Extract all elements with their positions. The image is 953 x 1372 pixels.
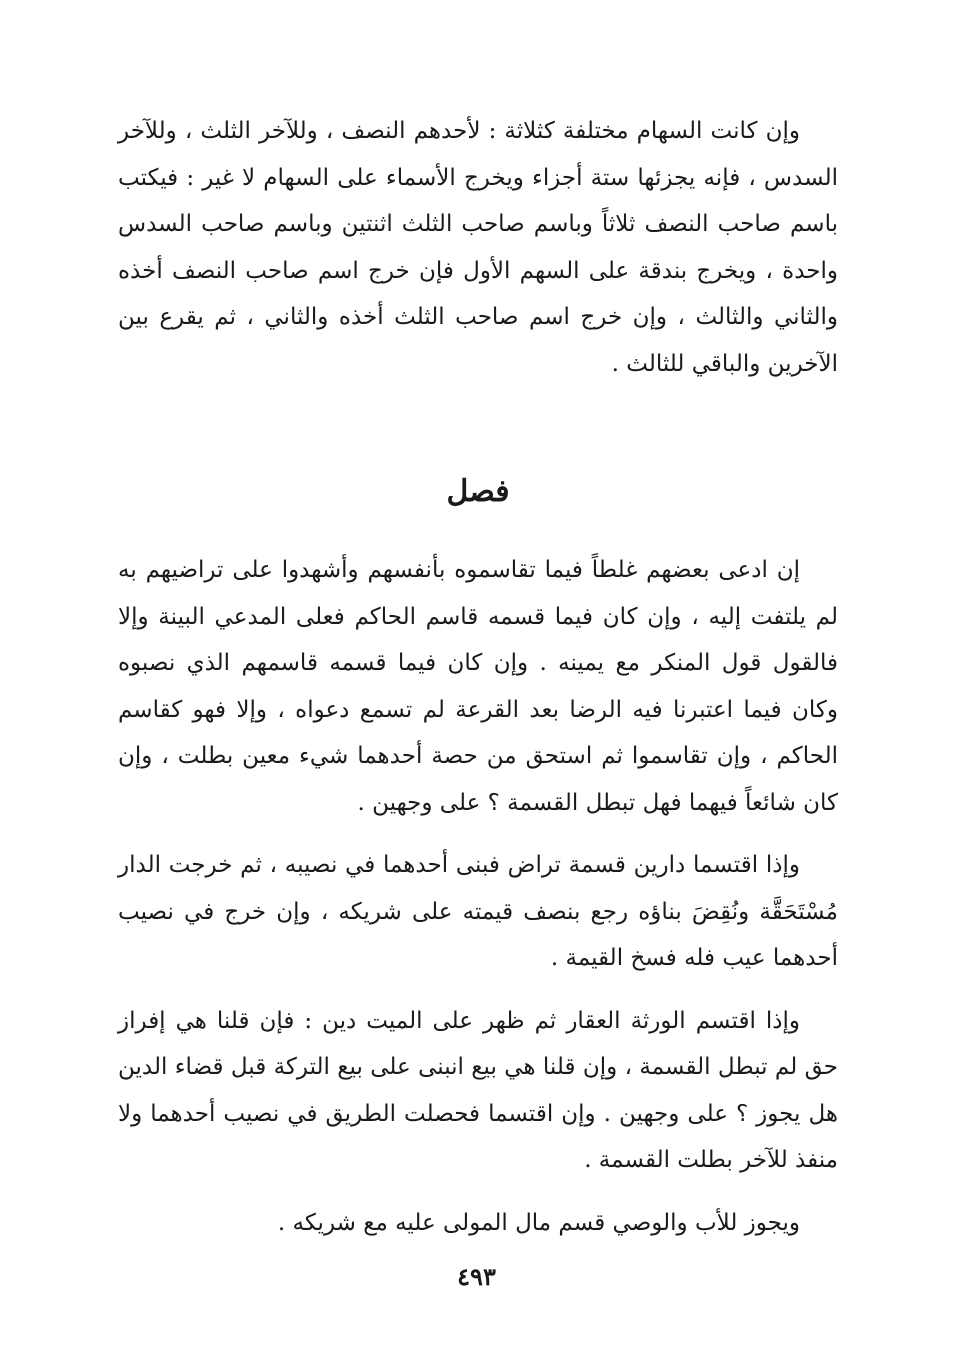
paragraph-heirs-debt: وإذا اقتسم الورثة العقار ثم ظهر على الميت دين : فإن قلنا هي إفراز حق لم تبطل القسمة ، وإن قلنا هي بيع انبنى على بيع التركة قبل قضاء الدين هل يجوز ؟ على وجهين . وإن اقتسما فحصلت الطريق في نصيب أحدهما ولا منفذ للآخر بطلت القسمة . xyxy=(118,1007,838,1173)
heading-container xyxy=(118,387,838,547)
paragraph-claim-error: إن ادعى بعضهم غلطاً فيما تقاسموه بأنفسهم وأشهدوا على تراضيهم به لم يلتفت إليه ، وإن كان فيما قسمه قاسم الحاكم فعلى المدعي البينة وإلا فالقول قول المنكر مع يمينه . وإن كان فيما قسمه قاسمهم الذي نصبوه وكان فيما اعتبرنا فيه الرضا بعد القرعة لم تسمع دعواه ، وإلا فهو كقاسم الحاكم ، وإن تقاسموا ثم استحق من حصة أحدهما شيء معين بطلت ، وإن كان شائعاً فيهما فهل تبطل القسمة ؟ على وجهين . xyxy=(118,557,838,816)
paragraph-guardian: ويجوز للأب والوصي قسم مال المولى عليه مع شريكه . xyxy=(277,1209,800,1236)
paragraph-shares: وإن كانت السهام مختلفة كثلاثة : لأحدهم النصف ، وللآخر الثلث ، وللآخر السدس ، فإنه يجزئها ستة أجزاء ويخرج الأسماء على السهام لا غير : فيكتب باسم صاحب النصف ثلاثاً وباسم صاحب الثلث اثنتين وباسم صاحب السدس واحدة ، ويخرج بندقة على السهم الأول فإن خرج اسم صاحب النصف أخذه والثاني والثالث ، وإن خرج اسم صاحب الثلث أخذه والثاني ، ثم يقرع بين الآخرين والباقي للثالث . xyxy=(118,118,838,377)
page-body xyxy=(118,108,838,1246)
paragraph-two-houses: وإذا اقتسما دارين قسمة تراض فبنى أحدهما في نصيبه ، ثم خرجت الدار مُسْتَحَقَّة ونُقِضَ بناؤه رجع بنصف قيمته على شريكه ، وإن خرج في نصيب أحدهما عيب فله فسخ القيمة . xyxy=(118,852,838,971)
paragraph-gap xyxy=(118,982,838,998)
paragraph-gap xyxy=(118,826,838,842)
page-number: ٤٩٣ xyxy=(457,1262,496,1291)
paragraph-gap xyxy=(118,1184,838,1200)
section-heading: فصل xyxy=(446,474,510,509)
